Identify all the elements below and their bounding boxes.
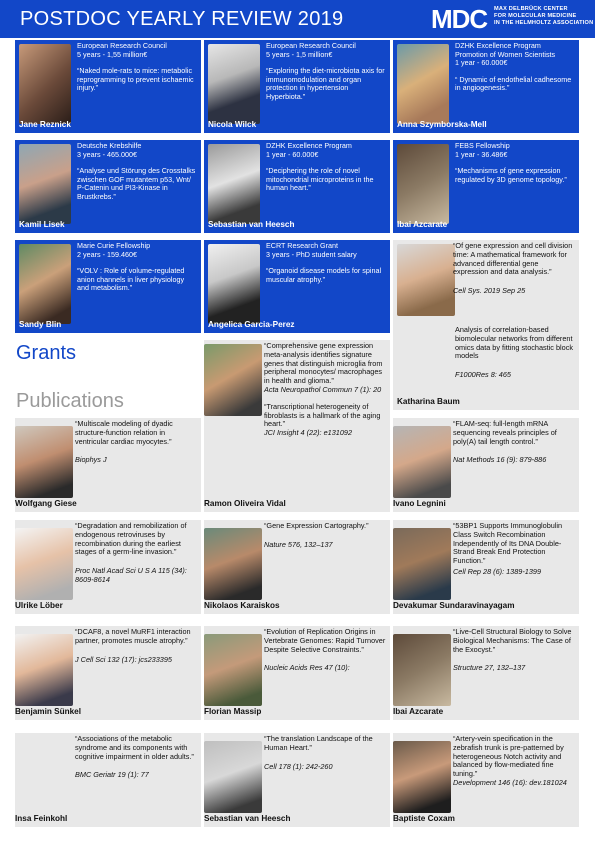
publication-card — [393, 520, 579, 614]
grant-card — [15, 40, 201, 133]
grant-text: FEBS Fellowship 1 year - 36.486€ “Mechanisms of gene expression regulated by 3D genome topology.” — [455, 141, 567, 184]
grant-card — [15, 140, 201, 233]
publication-text: “Of gene expression and cell division time: A mathematical framework for advanced differential gene expression and data analysis.” Cell Sys. 2019 Sep 25 — [453, 241, 573, 296]
publication-text: “Degradation and remobilization of endogenous retroviruses by recombination during the earliest stages of a germ-line invasion.” Proc Natl Acad Sci U S A 115 (34): 8609-8614 — [75, 521, 187, 584]
publication-text: Analysis of correlation-based biomolecular networks from different omics data by fitting stochastic block models F1000Res 8: 465 — [455, 325, 574, 380]
person-name: Nikolaos Karaiskos — [204, 601, 280, 610]
publication-card — [393, 418, 579, 512]
portrait-photo — [208, 44, 260, 124]
person-name: Ulrike Löber — [15, 601, 63, 610]
portrait-photo — [19, 144, 71, 224]
publication-text: “Associations of the metabolic syndrome and its components with cognitive impairment in older adults.” BMC Geriatr 19 (1): 77 — [75, 734, 194, 780]
portrait-photo — [19, 244, 71, 324]
publication-card — [15, 626, 201, 720]
portrait-photo — [397, 244, 455, 316]
person-name: Ibai Azcarate — [393, 707, 444, 716]
person-name: Sebastian van Heesch — [208, 220, 295, 229]
grant-text: Deutsche Krebshilfe 3 years - 465.000€ “Analyse und Störung des Crosstalks zwischen GOF mutantem p53, Wnt/ P-Catenin und PI3-Kinase in Brustkrebs.” — [77, 141, 196, 201]
grant-text: ECRT Research Grant 3 years - PhD student salary “Organoid disease models for spinal muscular atrophy.” — [266, 241, 382, 284]
grant-text: DZHK Excellence Program 1 year - 60.000€ “Deciphering the role of novel mitochondrial microproteins in the human heart.” — [266, 141, 374, 193]
person-name: Nicola Wilck — [208, 120, 257, 129]
person-name: Baptiste Coxam — [393, 814, 455, 823]
portrait-photo — [19, 44, 71, 124]
publication-card — [15, 733, 201, 827]
grant-card — [15, 240, 201, 333]
portrait-photo — [208, 144, 260, 224]
person-name: Devakumar Sundaravinayagam — [393, 601, 515, 610]
portrait-photo — [204, 344, 262, 416]
grant-text: Marie Curie Fellowship 2 years - 159.460€ “VOLV : Role of volume-regulated anion channels in liver physiology and metabolism.” — [77, 241, 185, 293]
publication-text: “Comprehensive gene expression meta-analysis identifies signature genes that distinguish microglia from peripheral monocytes/ macrophages in health and glioma.” Acta Neuropathol Commun 7 (1): 20 “Transcriptional heterogeneity of fibroblasts is a hallmark of the aging heart.” JCI Insight 4 (22): e131092 — [264, 341, 383, 438]
portrait-photo — [393, 741, 451, 813]
portrait-photo — [15, 426, 73, 498]
mdc-logo-subtitle: MAX DELBRÜCK CENTER FOR MOLECULAR MEDICINE IN THE HELMHOLTZ ASSOCIATION — [494, 6, 594, 26]
person-name: Sebastian van Heesch — [204, 814, 291, 823]
person-name: Insa Feinkohl — [15, 814, 68, 823]
grant-card — [204, 140, 390, 233]
portrait-photo — [208, 244, 260, 324]
person-name: Ivano Legnini — [393, 499, 446, 508]
publications-heading: Publications — [16, 390, 124, 412]
person-name: Angelica Garcia-Perez — [208, 320, 295, 329]
publication-text: “Multiscale modeling of dyadic structure-function relation in ventricular cardiac myocytes.” Biophys J — [75, 419, 173, 465]
person-name: Katharina Baum — [397, 397, 460, 406]
publication-card — [204, 733, 390, 827]
grant-card — [204, 240, 390, 333]
person-name: Sandy Blin — [19, 320, 62, 329]
grant-text: European Research Council 5 years - 1,5 million€ “Exploring the diet-microbiota axis for immunomodulation and organ protection in hypertension Hyperbiota.” — [266, 41, 385, 101]
publication-card — [15, 418, 201, 512]
publication-card — [393, 240, 579, 410]
portrait-photo — [393, 634, 451, 706]
portrait-photo — [397, 144, 449, 224]
publication-text: “The translation Landscape of the Human Heart.” Cell 178 (1): 242-260 — [264, 734, 373, 771]
portrait-photo — [393, 528, 451, 600]
portrait-photo — [15, 528, 73, 600]
publication-card — [393, 733, 579, 827]
person-name: Wolfgang Giese — [15, 499, 77, 508]
publication-text: “Artery-vein specification in the zebrafish trunk is pre-patterned by heterogeneous Notch activity and balanced by flow-mediated fine tuning.” Development 146 (16): dev.181024 — [453, 734, 567, 787]
portrait-photo — [393, 426, 451, 498]
publication-card — [393, 626, 579, 720]
publication-card — [204, 626, 390, 720]
page-header — [0, 0, 595, 38]
publication-card — [204, 520, 390, 614]
portrait-photo — [397, 44, 449, 124]
publication-card — [15, 520, 201, 614]
person-name: Benjamin Sünkel — [15, 707, 81, 716]
grant-card — [393, 40, 579, 133]
person-name: Ramon Oliveira Vidal — [204, 499, 286, 508]
person-name: Florian Massip — [204, 707, 262, 716]
portrait-photo — [204, 528, 262, 600]
mdc-logo: MDC — [431, 4, 488, 34]
publication-text: “53BP1 Supports Immunoglobulin Class Switch Recombination Independently of Its DNA Double-Strand Break End Protection Function.” Cell Rep 28 (6): 1389-1399 — [453, 521, 563, 576]
portrait-photo — [204, 741, 262, 813]
grant-text: European Research Council 5 years - 1,55 million€ “Naked mole-rats to mice: metabolic reprogramming to prevent ischaemic injury.” — [77, 41, 194, 93]
grant-card — [393, 140, 579, 233]
person-name: Kamil Lisek — [19, 220, 65, 229]
grants-heading: Grants — [16, 342, 77, 364]
publication-text: “Live-Cell Structural Biology to Solve Biological Mechanisms: The Case of the Exocyst.” Structure 27, 132–137 — [453, 627, 572, 673]
publication-text: “Evolution of Replication Origins in Vertebrate Genomes: Rapid Turnover Despite Selective Constraints.” Nucleic Acids Res 47 (10): — [264, 627, 386, 673]
publication-text: “DCAF8, a novel MuRF1 interaction partner, promotes muscle atrophy.” J Cell Sci 132 (17): jcs233395 — [75, 627, 191, 664]
grant-card — [204, 40, 390, 133]
person-name: Jane Reznick — [19, 120, 71, 129]
person-name: Ibai Azcarate — [397, 220, 448, 229]
publication-text: “FLAM-seq: full-length mRNA sequencing reveals principles of poly(A) tail length control.” Nat Methods 16 (9): 879-886 — [453, 419, 557, 465]
portrait-photo — [204, 634, 262, 706]
publication-text: “Gene Expression Cartography.” Nature 576, 132–137 — [264, 521, 369, 549]
page-title: POSTDOC YEARLY REVIEW 2019 — [20, 8, 344, 30]
portrait-photo — [15, 634, 73, 706]
person-name: Anna Szymborska-Mell — [397, 120, 487, 129]
publication-card — [204, 340, 390, 512]
grant-text: DZHK Excellence Program Promotion of Women Scientists 1 year - 60.000€ “ Dynamic of endothelial cadhesome in angiogenesis.” — [455, 41, 572, 93]
